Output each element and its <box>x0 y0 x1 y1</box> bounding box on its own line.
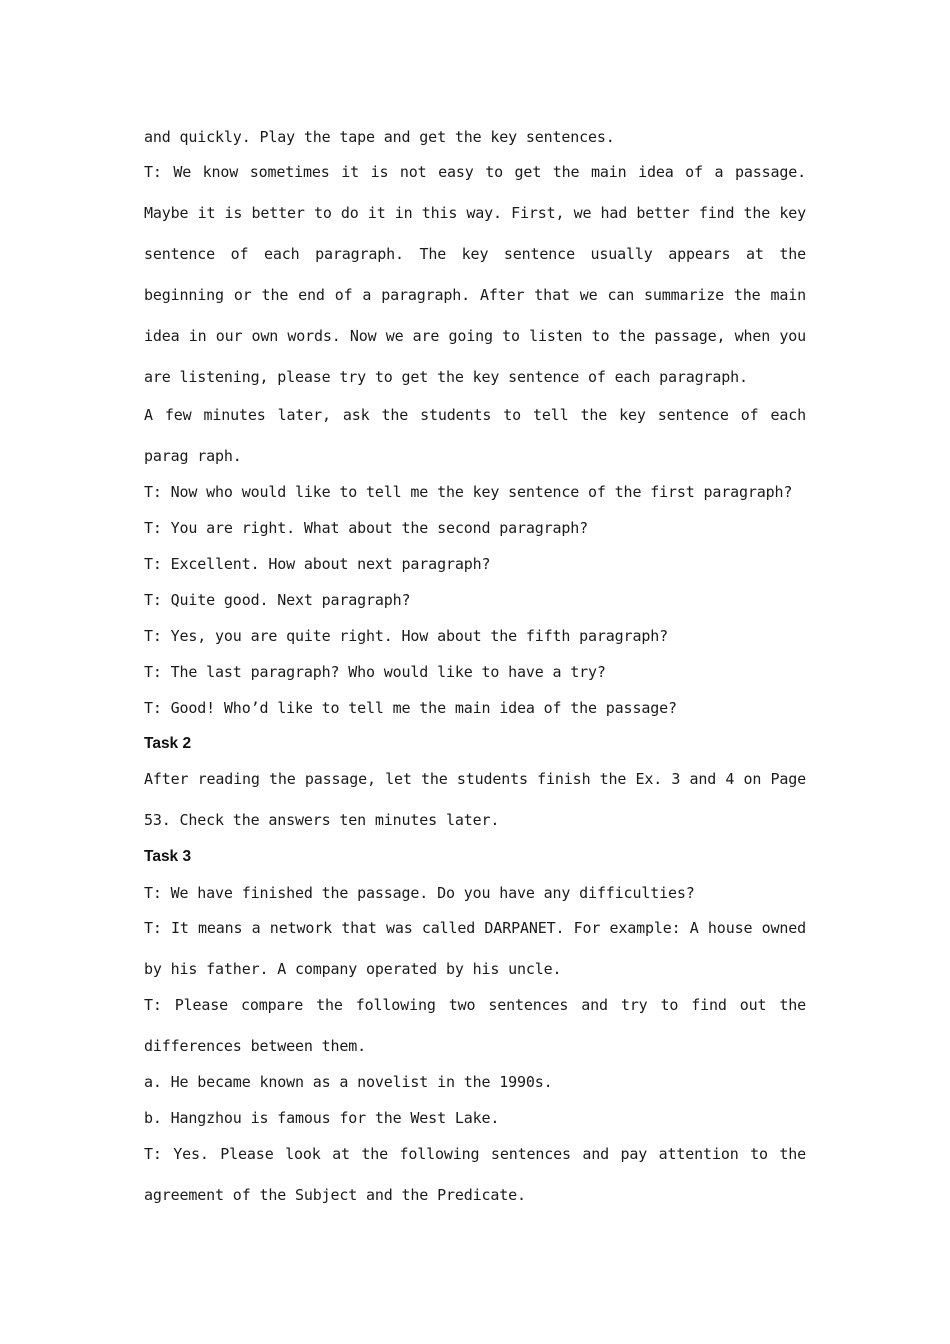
paragraph-task-2: After reading the passage, let the students finish the Ex. 3 and 4 on Page 53. Check the answers ten minutes later. <box>144 770 806 829</box>
task-3-heading: Task 3 <box>144 848 192 865</box>
text-line: T: Good! Who’d like to tell me the main idea of the passage? <box>144 699 677 717</box>
text-line: and quickly. Play the tape and get the key sentences. <box>144 128 615 146</box>
text-line: T: Now who would like to tell me the key sentence of the first paragraph? <box>144 483 793 501</box>
paragraph-darpanet: T: It means a network that was called DARPANET. For example: A house owned by his father. A company operated by his uncle. <box>144 919 806 978</box>
example-sentence-a: a. He became known as a novelist in the 1990s. <box>144 1073 553 1091</box>
text-line: T: The last paragraph? Who would like to have a try? <box>144 663 606 681</box>
paragraph-agreement: T: Yes. Please look at the following sentences and pay attention to the agreement of the Subject and the Predicate. <box>144 1145 806 1204</box>
text-line: T: Excellent. How about next paragraph? <box>144 555 491 573</box>
task-2-heading: Task 2 <box>144 735 192 752</box>
paragraph-instruction: A few minutes later, ask the students to tell the key sentence of each parag raph. <box>144 406 806 465</box>
text-line: T: Yes, you are quite right. How about the fifth paragraph? <box>144 627 668 645</box>
text-line: T: Quite good. Next paragraph? <box>144 591 411 609</box>
paragraph-compare: T: Please compare the following two sentences and try to find out the differences between them. <box>144 996 806 1055</box>
text-line: T: We have finished the passage. Do you have any difficulties? <box>144 884 695 902</box>
text-line: T: You are right. What about the second paragraph? <box>144 519 589 537</box>
paragraph-teacher-intro: T: We know sometimes it is not easy to get the main idea of a passage. Maybe it is better to do it in this way. First, we had better find the key sentence of each paragraph. The key sentence usually appears at the beginning or the end of a paragraph. After that we can summarize the main idea in our own words. Now we are going to listen to the passage, when you are listening, please try to get the key sentence of each paragraph. <box>144 163 806 386</box>
example-sentence-b: b. Hangzhou is famous for the West Lake. <box>144 1109 500 1127</box>
